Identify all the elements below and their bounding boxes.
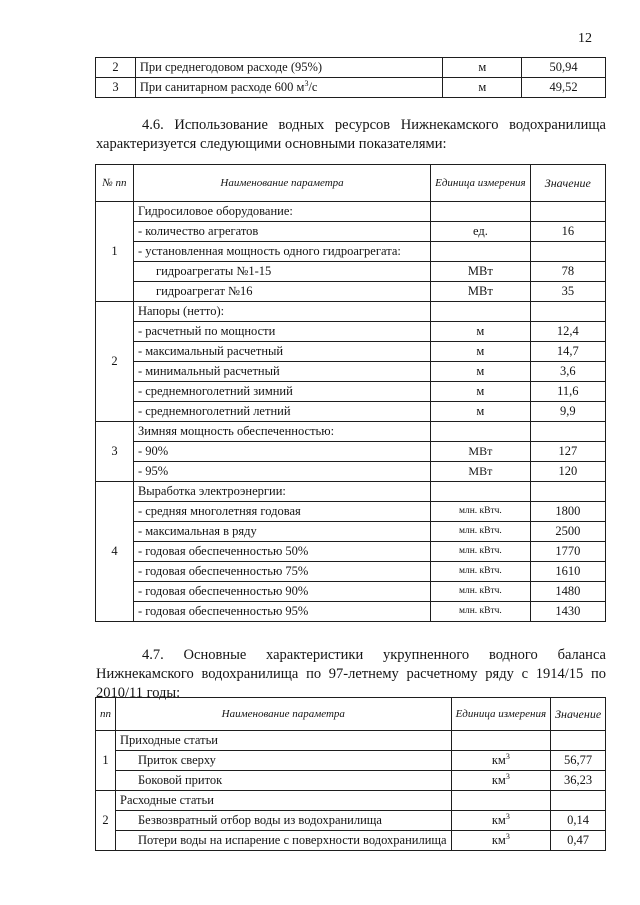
value-cell xyxy=(530,302,605,322)
value-cell xyxy=(551,731,606,751)
value-cell: 9,9 xyxy=(530,402,605,422)
value-cell: 56,77 xyxy=(551,751,606,771)
group-number: 4 xyxy=(96,482,134,622)
unit-cell: м xyxy=(443,78,522,98)
table-row xyxy=(96,751,606,771)
group-title: Расходные статьи xyxy=(116,791,452,811)
unit-cell: м xyxy=(431,362,531,382)
unit-cell xyxy=(431,482,531,502)
parameter-name: - максимальная в ряду xyxy=(133,522,430,542)
table-row xyxy=(96,78,606,98)
parameter-name: При среднегодовом расходе (95%) xyxy=(135,58,443,78)
parameter-name: гидроагрегаты №1-15 xyxy=(133,262,430,282)
group-number: 1 xyxy=(96,731,116,791)
parameter-name: гидроагрегат №16 xyxy=(133,282,430,302)
value-cell xyxy=(530,482,605,502)
value-cell: 0,47 xyxy=(551,831,606,851)
value-cell xyxy=(530,242,605,262)
table-row xyxy=(96,502,606,522)
parameter-name: Приток сверху xyxy=(116,751,452,771)
parameter-name: - количество агрегатов xyxy=(133,222,430,242)
parameter-name: - среднемноголетний зимний xyxy=(133,382,430,402)
table-row xyxy=(96,542,606,562)
table-row xyxy=(96,402,606,422)
water-balance-table xyxy=(95,697,606,851)
unit-cell: млн. кВтч. xyxy=(431,542,531,562)
parameter-name: Боковой приток xyxy=(116,771,452,791)
hydro-resources-table xyxy=(95,164,606,622)
table-row xyxy=(96,242,606,262)
unit-cell: ед. xyxy=(431,222,531,242)
parameter-name: - годовая обеспеченностью 95% xyxy=(133,602,430,622)
unit-cell xyxy=(451,791,551,811)
unit-cell: м xyxy=(431,342,531,362)
table-row xyxy=(96,831,606,851)
unit-cell: млн. кВтч. xyxy=(431,602,531,622)
group-title-row xyxy=(96,482,606,502)
group-title-row xyxy=(96,791,606,811)
row-number: 2 xyxy=(96,58,136,78)
unit-cell: $км^3$ xyxy=(451,811,551,831)
parameter-name: - минимальный расчетный xyxy=(133,362,430,382)
page-number: 12 xyxy=(578,31,592,46)
table-row xyxy=(96,522,606,542)
header-name: Наименование параметра xyxy=(116,698,452,731)
table-row xyxy=(96,582,606,602)
group-number: 1 xyxy=(96,202,134,302)
unit-cell: МВт xyxy=(431,262,531,282)
value-cell: 12,4 xyxy=(530,322,605,342)
unit-cell: млн. кВтч. xyxy=(431,582,531,602)
value-cell: 1610 xyxy=(530,562,605,582)
value-cell: 3,6 xyxy=(530,362,605,382)
value-cell: 36,23 xyxy=(551,771,606,791)
value-cell: 1480 xyxy=(530,582,605,602)
value-cell: 14,7 xyxy=(530,342,605,362)
group-title: Гидросиловое оборудование: xyxy=(133,202,430,222)
value-cell: 50,94 xyxy=(522,58,606,78)
header-value: Значение xyxy=(530,165,605,202)
parameter-name: - годовая обеспеченностью 90% xyxy=(133,582,430,602)
unit-cell: $км^3$ xyxy=(451,771,551,791)
parameter-name: - 95% xyxy=(133,462,430,482)
section-4-6-heading: 4.6. Использование водных ресурсов Нижнекамского водохранилища характеризуется следующими основными показателями: xyxy=(96,117,606,152)
row-number: 3 xyxy=(96,78,136,98)
unit-cell xyxy=(431,202,531,222)
group-title-row xyxy=(96,422,606,442)
group-number: 2 xyxy=(96,302,134,422)
value-cell: 120 xyxy=(530,462,605,482)
unit-cell: $км^3$ xyxy=(451,751,551,771)
group-title-row xyxy=(96,302,606,322)
parameter-name: - средняя многолетняя годовая xyxy=(133,502,430,522)
unit-cell: $км^3$ xyxy=(451,831,551,851)
table-row xyxy=(96,382,606,402)
table-row xyxy=(96,222,606,242)
unit-cell xyxy=(431,242,531,262)
parameter-name: - расчетный по мощности xyxy=(133,322,430,342)
table-row xyxy=(96,771,606,791)
unit-cell: м xyxy=(431,382,531,402)
group-title-row xyxy=(96,731,606,751)
group-number: 2 xyxy=(96,791,116,851)
top-table xyxy=(95,57,606,98)
unit-cell: млн. кВтч. xyxy=(431,522,531,542)
value-cell: 49,52 xyxy=(522,78,606,98)
header-unit: Единица измерения xyxy=(431,165,531,202)
unit-cell: млн. кВтч. xyxy=(431,562,531,582)
value-cell xyxy=(551,791,606,811)
value-cell: 1430 xyxy=(530,602,605,622)
table-header-row xyxy=(96,165,606,202)
table-row xyxy=(96,342,606,362)
table-row xyxy=(96,562,606,582)
value-cell xyxy=(530,422,605,442)
table-row xyxy=(96,282,606,302)
table-row xyxy=(96,811,606,831)
group-title: Зимняя мощность обеспеченностью: xyxy=(133,422,430,442)
value-cell: 11,6 xyxy=(530,382,605,402)
unit-cell: м xyxy=(431,322,531,342)
unit-cell: млн. кВтч. xyxy=(431,502,531,522)
table-row xyxy=(96,362,606,382)
parameter-name: - максимальный расчетный xyxy=(133,342,430,362)
parameter-name: - годовая обеспеченностью 50% xyxy=(133,542,430,562)
parameter-name: - среднемноголетний летний xyxy=(133,402,430,422)
unit-cell: МВт xyxy=(431,462,531,482)
value-cell xyxy=(530,202,605,222)
value-cell: 78 xyxy=(530,262,605,282)
parameter-name: Потери воды на испарение с поверхности водохранилища xyxy=(116,831,452,851)
section-4-7-heading: 4.7. Основные характеристики укрупненного водного баланса Нижнекамского водохранилища по 97-летнему расчетному ряду с 1914/15 по 2010/11 годы: xyxy=(96,647,606,701)
parameter-name: При санитарном расходе 600 $м^3/с$ xyxy=(135,78,443,98)
header-num: пп xyxy=(96,698,116,731)
header-unit: Единица измерения xyxy=(451,698,551,731)
value-cell: 35 xyxy=(530,282,605,302)
value-cell: 2500 xyxy=(530,522,605,542)
group-number: 3 xyxy=(96,422,134,482)
header-num: № пп xyxy=(96,165,134,202)
table-row xyxy=(96,442,606,462)
value-cell: 1770 xyxy=(530,542,605,562)
table-header-row xyxy=(96,698,606,731)
value-cell: 1800 xyxy=(530,502,605,522)
value-cell: 16 xyxy=(530,222,605,242)
table-row xyxy=(96,58,606,78)
group-title: Напоры (нетто): xyxy=(133,302,430,322)
parameter-name: - установленная мощность одного гидроагрегата: xyxy=(133,242,430,262)
group-title-row xyxy=(96,202,606,222)
unit-cell xyxy=(431,302,531,322)
table-row xyxy=(96,262,606,282)
value-cell: 127 xyxy=(530,442,605,462)
parameter-name: - годовая обеспеченностью 75% xyxy=(133,562,430,582)
value-cell: 0,14 xyxy=(551,811,606,831)
unit-cell: МВт xyxy=(431,442,531,462)
parameter-name: Безвозвратный отбор воды из водохранилища xyxy=(116,811,452,831)
table-row xyxy=(96,602,606,622)
unit-cell xyxy=(431,422,531,442)
parameter-name: - 90% xyxy=(133,442,430,462)
header-name: Наименование параметра xyxy=(133,165,430,202)
group-title: Приходные статьи xyxy=(116,731,452,751)
unit-cell: м xyxy=(443,58,522,78)
unit-cell: МВт xyxy=(431,282,531,302)
table-row xyxy=(96,322,606,342)
table-row xyxy=(96,462,606,482)
group-title: Выработка электроэнергии: xyxy=(133,482,430,502)
unit-cell xyxy=(451,731,551,751)
unit-cell: м xyxy=(431,402,531,422)
header-value: Значение xyxy=(551,698,606,731)
